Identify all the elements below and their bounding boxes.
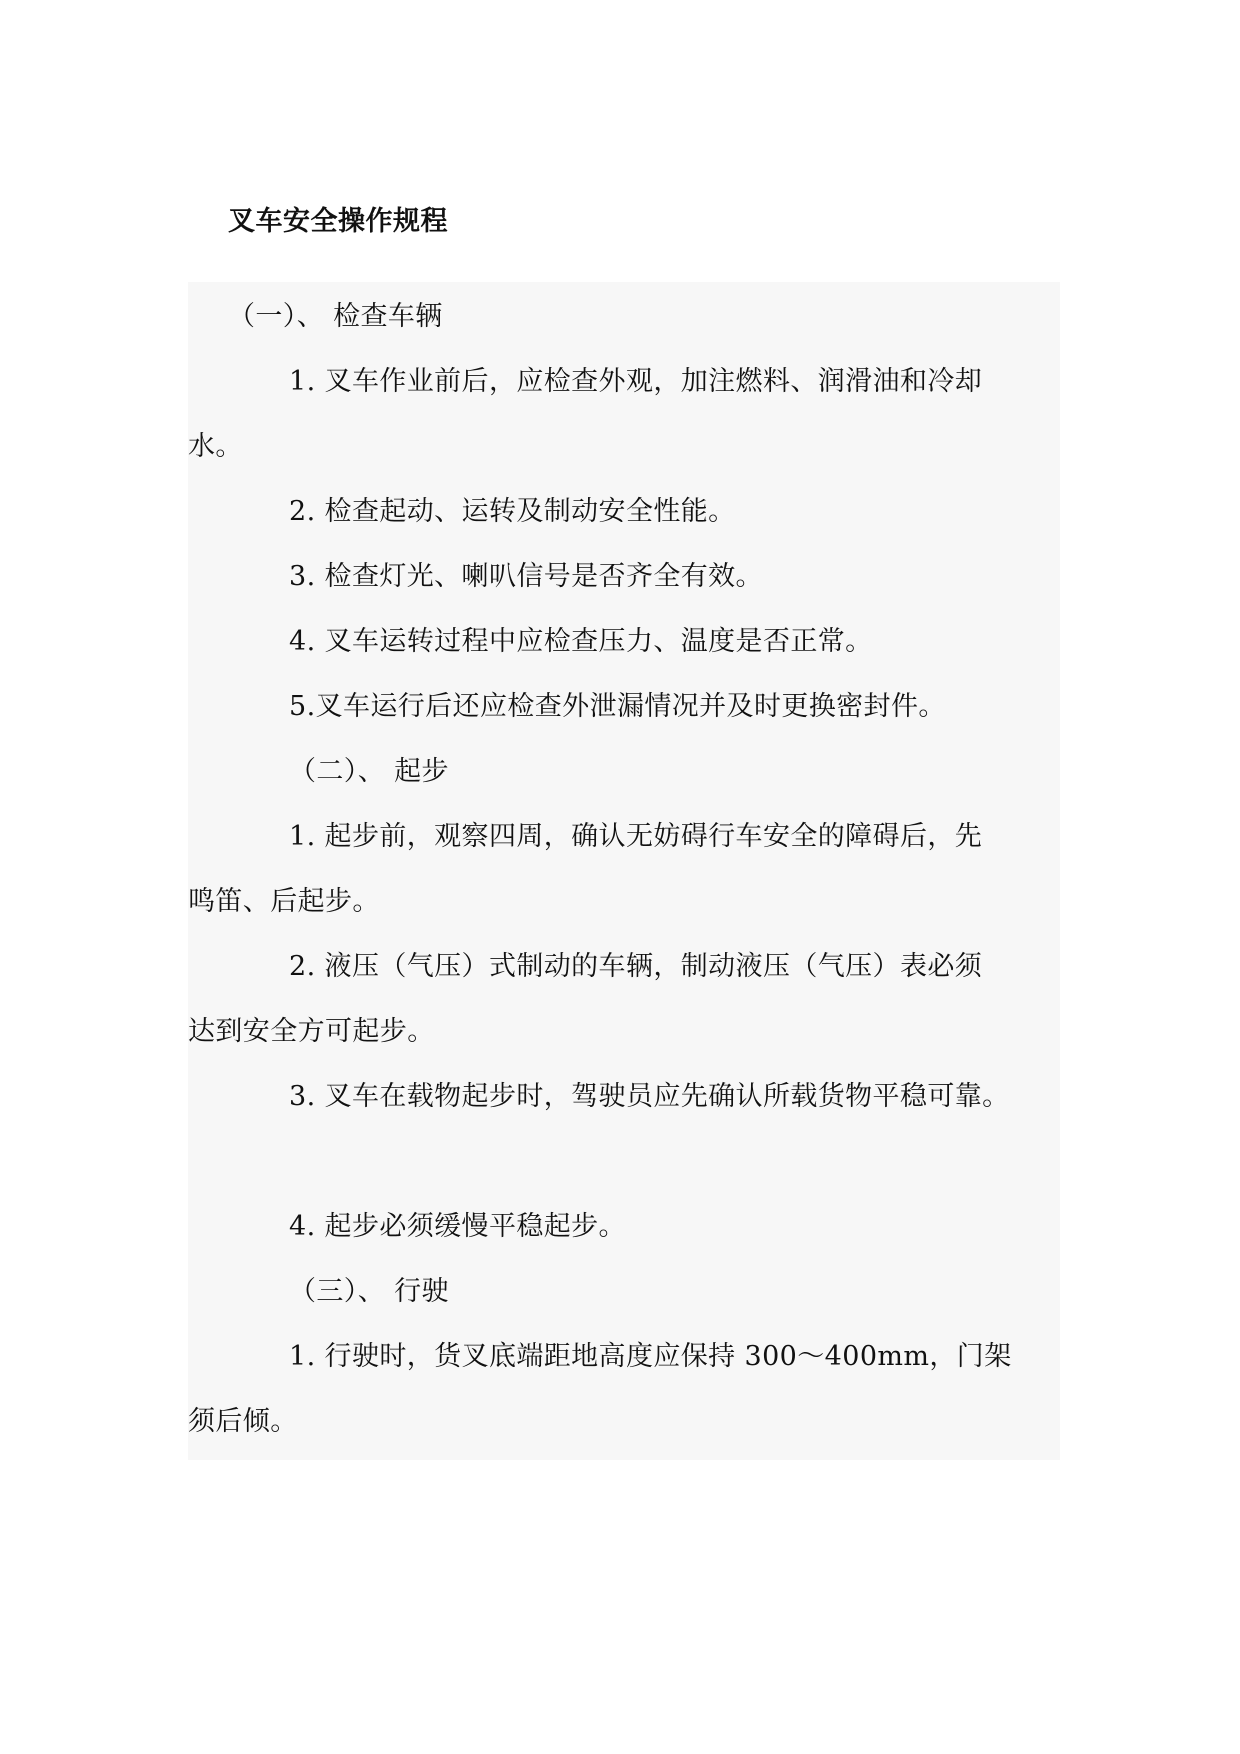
paragraph-line: 1. 起步前，观察四周，确认无妨碍行车安全的障碍后，先: [289, 821, 983, 852]
document-title: 叉车安全操作规程: [228, 206, 448, 237]
paragraph-line: 1. 行驶时，货叉底端距地高度应保持 300～400mm，门架: [289, 1341, 1012, 1372]
paragraph-line: 须后倾。: [188, 1406, 298, 1437]
paragraph-line: 5.叉车运行后还应检查外泄漏情况并及时更换密封件。: [289, 691, 946, 722]
paragraph-line: 3. 检查灯光、喇叭信号是否齐全有效。: [289, 561, 763, 592]
paragraph-line: 4. 叉车运转过程中应检查压力、温度是否正常。: [289, 626, 873, 657]
paragraph-line: 3. 叉车在载物起步时，驾驶员应先确认所载货物平稳可靠。: [289, 1081, 1010, 1112]
paragraph-line: 1. 叉车作业前后，应检查外观，加注燃料、润滑油和冷却: [289, 366, 983, 397]
section-heading-1: （一）、 检查车辆: [228, 301, 443, 332]
paragraph-line: 鸣笛、后起步。: [188, 886, 380, 917]
section-heading-3: （三）、 行驶: [289, 1276, 449, 1307]
section-heading-2: （二）、 起步: [289, 756, 449, 787]
paragraph-line: 水。: [188, 431, 243, 462]
paragraph-line: 2. 液压（气压）式制动的车辆，制动液压（气压）表必须: [289, 951, 983, 982]
paragraph-line: 达到安全方可起步。: [188, 1016, 435, 1047]
paragraph-line: 4. 起步必须缓慢平稳起步。: [289, 1211, 626, 1242]
paragraph-line: 2. 检查起动、运转及制动安全性能。: [289, 496, 736, 527]
